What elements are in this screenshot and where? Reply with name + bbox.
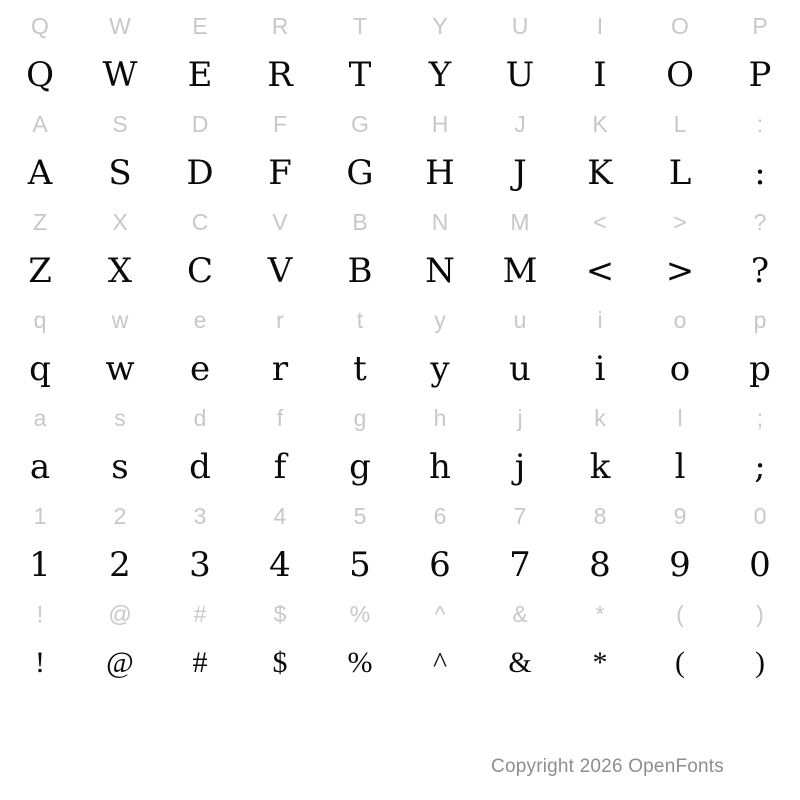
- key-label: o: [673, 307, 687, 333]
- key-label: :: [756, 111, 764, 137]
- glyph-row: [0, 342, 800, 396]
- glyph-sample: H: [425, 153, 455, 193]
- glyph-sample: s: [111, 447, 129, 487]
- glyph-sample: Z: [28, 251, 52, 291]
- key-label: q: [33, 307, 47, 333]
- glyph-sample: 0: [749, 545, 771, 585]
- key-label: j: [517, 405, 523, 431]
- glyph-sample: N: [425, 251, 455, 291]
- key-label: W: [109, 13, 131, 39]
- key-label: 3: [193, 503, 207, 529]
- key-label: G: [351, 111, 369, 137]
- key-label: *: [595, 601, 605, 627]
- glyph-sample: X: [107, 251, 133, 291]
- glyph-sample: C: [186, 251, 213, 291]
- key-label-row: [0, 494, 800, 538]
- key-label: Z: [32, 209, 48, 235]
- key-label: i: [597, 307, 603, 333]
- key-label: B: [352, 209, 368, 235]
- glyph-sample: O: [666, 55, 694, 95]
- glyph-sample: <: [585, 251, 615, 291]
- key-label: >: [673, 209, 687, 235]
- key-label: e: [193, 307, 207, 333]
- glyph-sample: %: [347, 646, 373, 679]
- key-label-row: [0, 102, 800, 146]
- key-label: 2: [113, 503, 127, 529]
- key-label: V: [272, 209, 288, 235]
- key-label: $: [273, 601, 287, 627]
- glyph-sample: j: [514, 447, 526, 487]
- glyph-sample: 4: [269, 545, 291, 585]
- glyph-sample: 5: [349, 545, 371, 585]
- key-label: I: [596, 13, 604, 39]
- glyph-sample: w: [105, 349, 135, 389]
- glyph-sample: I: [593, 55, 607, 95]
- key-label: 1: [33, 503, 47, 529]
- key-label: a: [33, 405, 47, 431]
- glyph-sample: 6: [429, 545, 451, 585]
- glyph-sample: 7: [509, 545, 531, 585]
- key-label: O: [671, 13, 689, 39]
- glyph-sample: $: [272, 646, 288, 679]
- glyph-sample: @: [106, 646, 134, 679]
- glyph-sample: r: [271, 349, 289, 389]
- glyph-sample: S: [108, 153, 132, 193]
- key-label: y: [434, 307, 446, 333]
- glyph-sample: F: [268, 153, 292, 193]
- glyph-row: [0, 244, 800, 298]
- key-label: ): [756, 601, 764, 627]
- key-label: K: [592, 111, 608, 137]
- glyph-sample: U: [505, 55, 535, 95]
- glyph-sample: V: [267, 251, 293, 291]
- glyph-sample: u: [509, 349, 531, 389]
- glyph-row: [0, 146, 800, 200]
- key-label: s: [114, 405, 126, 431]
- glyph-row: [0, 538, 800, 592]
- glyph-sample: 9: [669, 545, 691, 585]
- key-label: &: [512, 601, 528, 627]
- glyph-sample: h: [429, 447, 451, 487]
- glyph-sample: 8: [589, 545, 611, 585]
- glyph-sample: f: [273, 447, 287, 487]
- key-label: 4: [273, 503, 287, 529]
- glyph-sample: ;: [754, 447, 766, 487]
- glyph-sample: Y: [428, 55, 452, 95]
- key-label: 5: [353, 503, 367, 529]
- glyph-sample: t: [353, 349, 367, 389]
- key-label: P: [752, 13, 768, 39]
- glyph-sample: ^: [432, 646, 448, 679]
- key-label: k: [594, 405, 606, 431]
- key-label: Q: [31, 13, 49, 39]
- key-label: g: [353, 405, 367, 431]
- key-label: ^: [434, 601, 446, 627]
- glyph-sample: L: [668, 153, 692, 193]
- key-label: h: [433, 405, 447, 431]
- glyph-sample: B: [347, 251, 373, 291]
- key-label: S: [112, 111, 128, 137]
- key-label: 6: [433, 503, 447, 529]
- key-label: N: [431, 209, 449, 235]
- glyph-sample: >: [665, 251, 695, 291]
- glyph-sample: T: [348, 55, 372, 95]
- glyph-sample: W: [102, 55, 138, 95]
- glyph-sample: *: [592, 646, 608, 679]
- key-label: <: [593, 209, 607, 235]
- glyph-sample: ?: [750, 251, 770, 291]
- key-label: u: [513, 307, 527, 333]
- key-label: H: [431, 111, 449, 137]
- key-label: ?: [753, 209, 767, 235]
- glyph-sample: g: [349, 447, 371, 487]
- key-label: 7: [513, 503, 527, 529]
- glyph-sample: p: [749, 349, 771, 389]
- key-label: %: [349, 601, 371, 627]
- key-label: r: [276, 307, 284, 333]
- glyph-sample: (: [675, 646, 685, 679]
- key-label: d: [193, 405, 207, 431]
- glyph-sample: 3: [189, 545, 211, 585]
- glyph-sample: ): [755, 646, 765, 679]
- key-label: #: [193, 601, 207, 627]
- glyph-sample: E: [187, 55, 213, 95]
- glyph-sample: J: [513, 153, 527, 193]
- key-label-row: [0, 4, 800, 48]
- key-label: !: [36, 601, 44, 627]
- key-label: t: [356, 307, 364, 333]
- key-label: (: [676, 601, 684, 627]
- glyph-sample: i: [594, 349, 606, 389]
- glyph-sample: e: [189, 349, 211, 389]
- key-label: F: [272, 111, 288, 137]
- copyright-notice: Copyright 2026 OpenFonts: [491, 756, 724, 777]
- key-label-row: [0, 396, 800, 440]
- key-label: 9: [673, 503, 687, 529]
- glyph-row: [0, 48, 800, 102]
- glyph-sample: o: [669, 349, 691, 389]
- glyph-sample: R: [267, 55, 293, 95]
- key-label: R: [271, 13, 289, 39]
- key-label: J: [514, 111, 526, 137]
- key-label: f: [276, 405, 284, 431]
- key-label: w: [111, 307, 129, 333]
- key-label-row: [0, 298, 800, 342]
- key-label: l: [677, 405, 683, 431]
- glyph-sample: 1: [29, 545, 51, 585]
- glyph-sample: k: [589, 447, 611, 487]
- glyph-sample: a: [29, 447, 51, 487]
- glyph-row: [0, 636, 800, 690]
- key-label: U: [511, 13, 529, 39]
- glyph-row: [0, 440, 800, 494]
- glyph-sample: l: [674, 447, 686, 487]
- glyph-sample: 2: [109, 545, 131, 585]
- key-label: E: [192, 13, 208, 39]
- key-label: ;: [756, 405, 764, 431]
- glyph-sample: #: [192, 646, 208, 679]
- key-label-row: [0, 592, 800, 636]
- key-label: 0: [753, 503, 767, 529]
- glyph-sample: &: [508, 646, 532, 679]
- key-label: X: [112, 209, 128, 235]
- glyph-sample: q: [29, 349, 51, 389]
- key-label: C: [191, 209, 209, 235]
- key-label: D: [191, 111, 209, 137]
- glyph-sample: Q: [26, 55, 54, 95]
- key-label: 8: [593, 503, 607, 529]
- glyph-sample: P: [748, 55, 772, 95]
- key-label: p: [753, 307, 767, 333]
- glyph-sample: A: [27, 153, 53, 193]
- glyph-sample: :: [754, 153, 766, 193]
- glyph-sample: !: [35, 646, 45, 679]
- key-label: @: [108, 601, 132, 627]
- glyph-sample: y: [430, 349, 450, 389]
- glyph-sample: G: [346, 153, 374, 193]
- glyph-sample: M: [502, 251, 538, 291]
- glyph-sample: K: [587, 153, 613, 193]
- key-label: L: [673, 111, 687, 137]
- glyph-sample: d: [189, 447, 211, 487]
- key-label: T: [352, 13, 368, 39]
- key-label: A: [32, 111, 48, 137]
- key-label: Y: [432, 13, 448, 39]
- key-label-row: [0, 200, 800, 244]
- glyph-sample: D: [186, 153, 214, 193]
- key-label: M: [510, 209, 530, 235]
